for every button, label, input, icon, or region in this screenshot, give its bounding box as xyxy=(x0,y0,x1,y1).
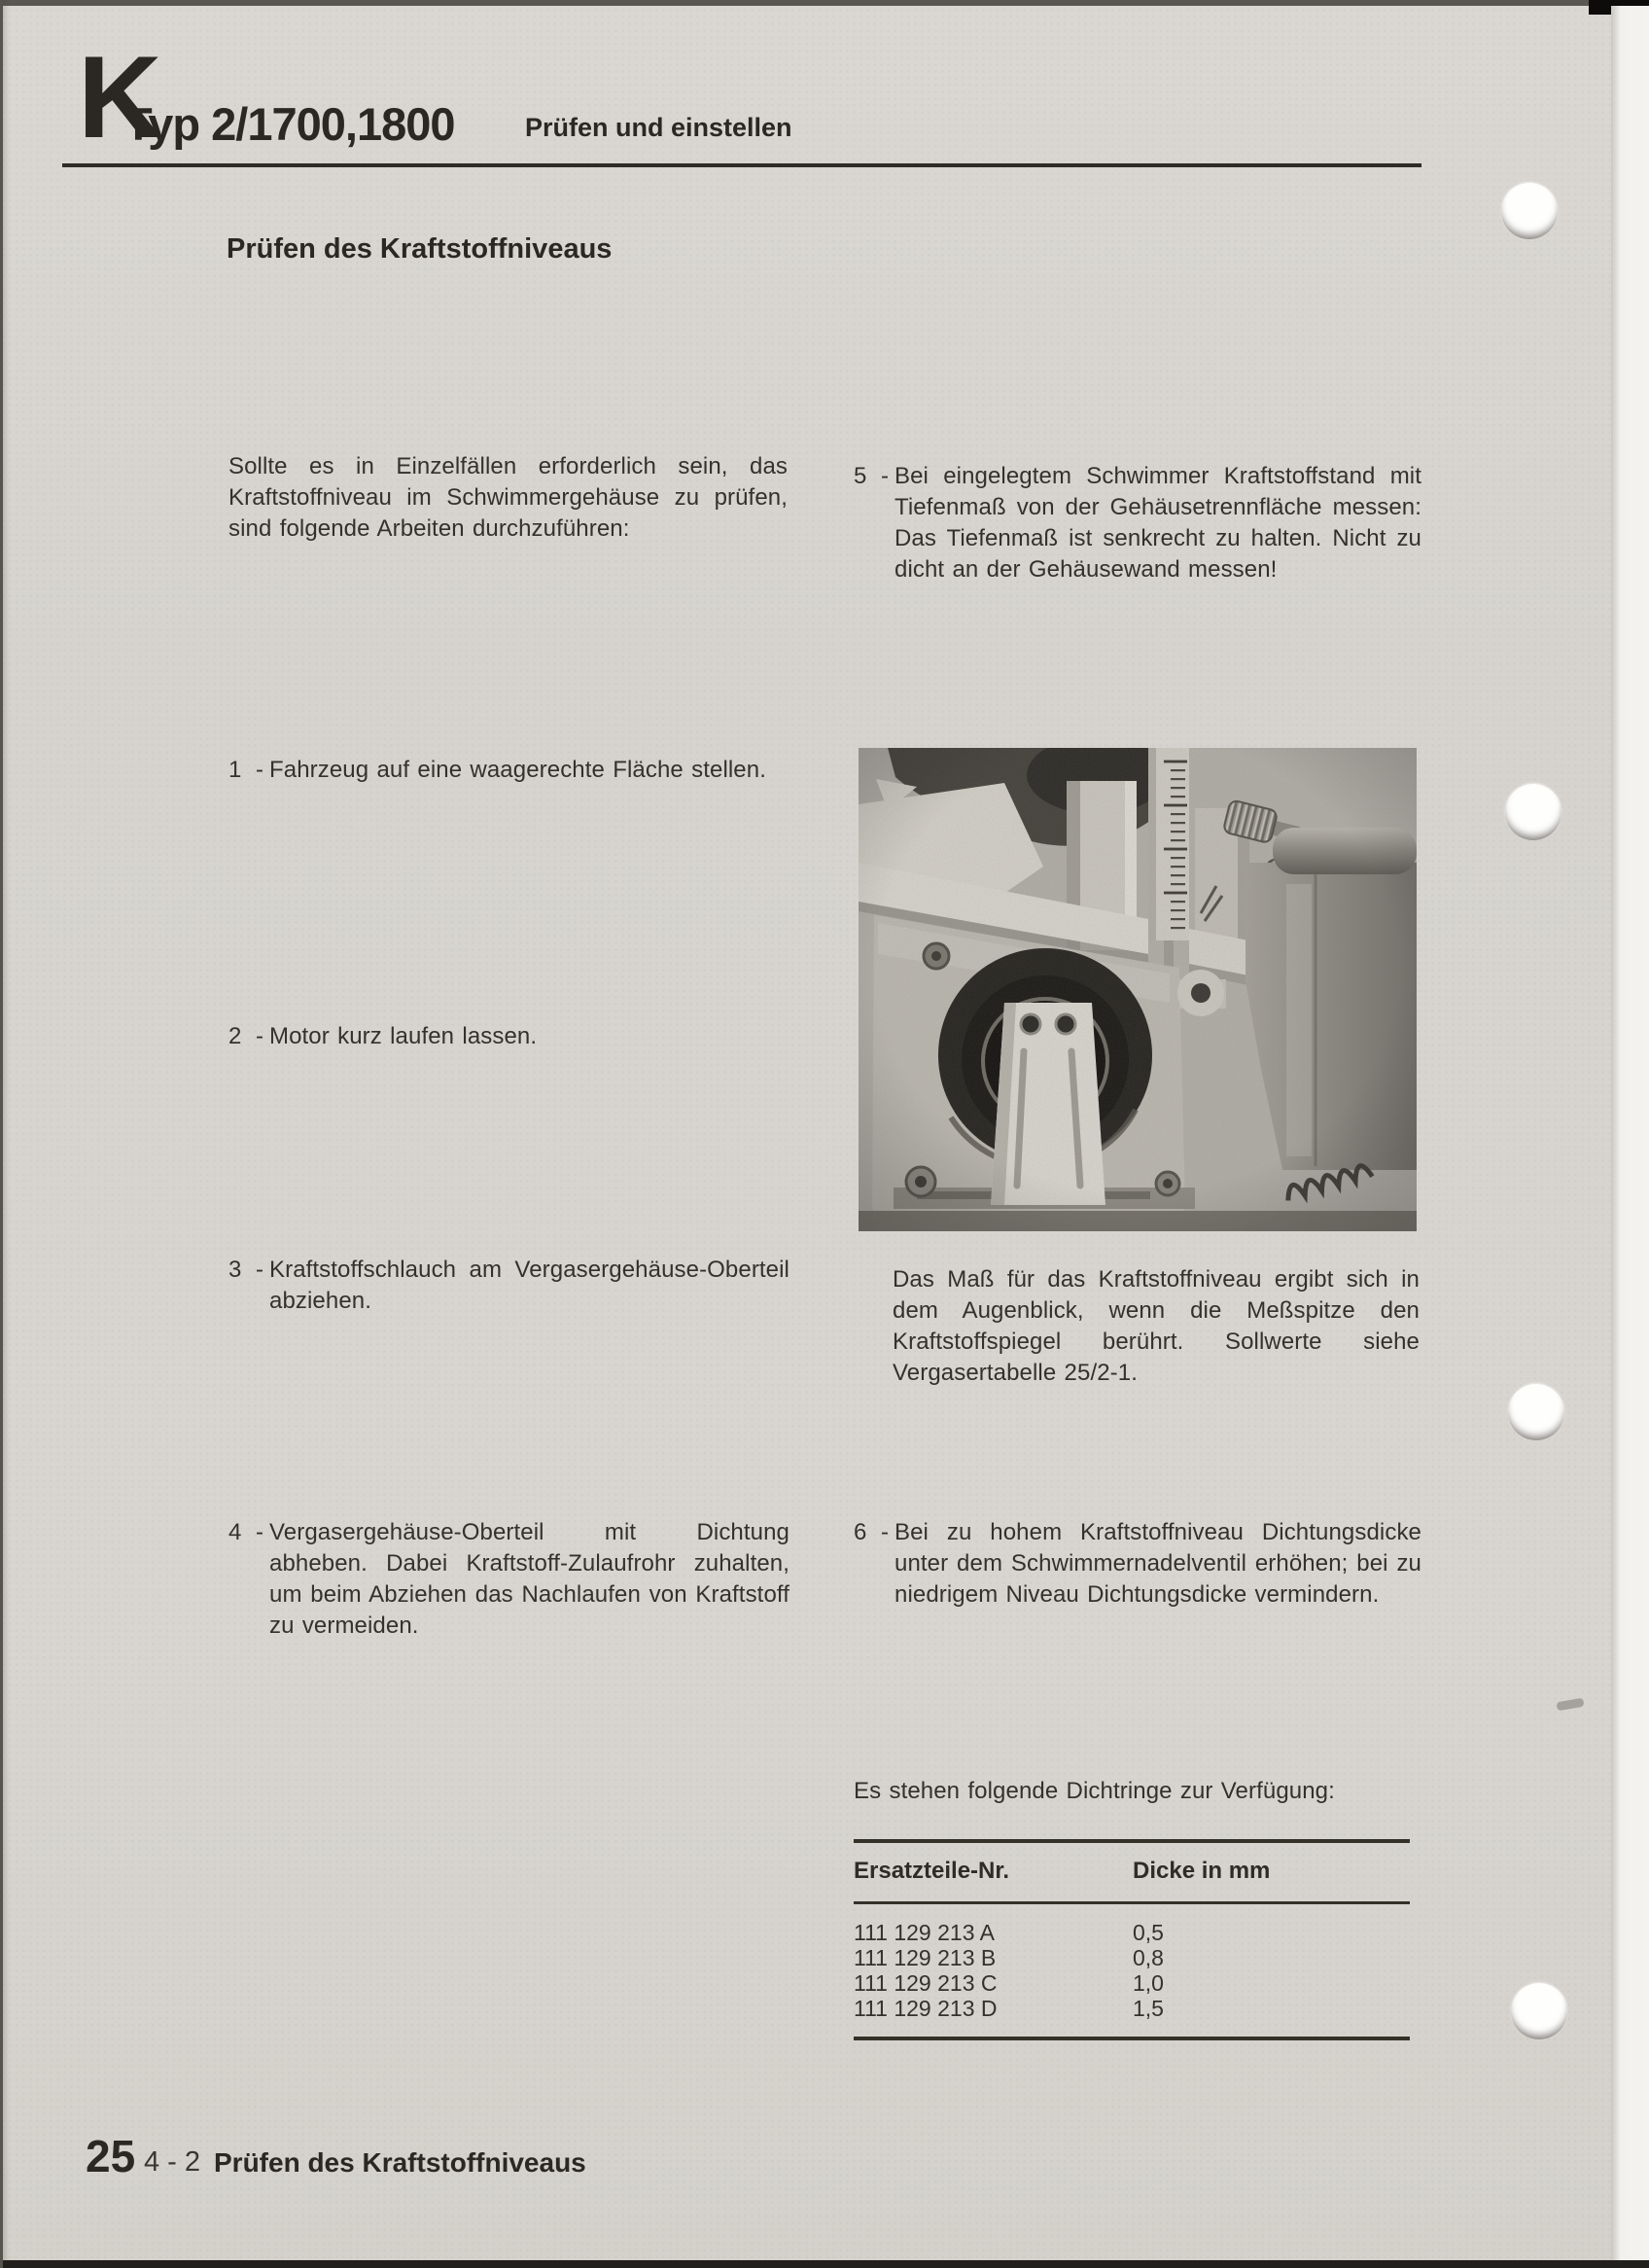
part-number: 111 129 213 A xyxy=(854,1920,995,1945)
part-number: 111 129 213 B xyxy=(854,1945,997,1970)
scan-edge-bottom xyxy=(0,2260,1649,2268)
carburetor-measurement-photo xyxy=(859,748,1417,1231)
step-number: 5 - xyxy=(854,463,890,489)
thickness-value: 1,5 xyxy=(1133,1996,1164,2021)
table-header-part: Ersatzteile-Nr. xyxy=(854,1858,1010,1884)
table-header-thickness: Dicke in mm xyxy=(1133,1858,1271,1884)
footer-section-page: 4 - 2 xyxy=(144,2146,201,2178)
table-row xyxy=(854,1996,1410,2021)
table-row xyxy=(854,1920,1410,1945)
page-title: Prüfen des Kraftstoffniveaus xyxy=(227,233,613,265)
table-body xyxy=(854,1920,1410,2021)
punch-hole xyxy=(1501,183,1558,239)
step-text: Bei zu hohem Kraftstoffniveau Dichtungsdicke unter dem Schwimmernadelventil erhöhen; bei zu niedrigem Niveau Dichtungsdicke vermindern. xyxy=(895,1519,1421,1608)
punch-hole xyxy=(1508,1384,1564,1440)
seal-ring-table xyxy=(854,1839,1410,2040)
scan-margin-right xyxy=(1611,6,1649,2260)
photo-grain xyxy=(859,748,1417,1231)
step-4 xyxy=(228,1517,789,1642)
scan-edge-left xyxy=(0,0,3,2268)
step-text: Fahrzeug auf eine waagerechte Fläche stellen. xyxy=(269,757,766,783)
scan-edge-top xyxy=(0,0,1649,6)
carburetor-photo-illustration xyxy=(859,748,1417,1231)
section-letter: K xyxy=(78,32,159,162)
footer-page-number: 25 xyxy=(86,2131,136,2181)
step-2 xyxy=(228,1021,789,1052)
step-6 xyxy=(854,1517,1421,1611)
model-title: Typ 2/1700,1800 xyxy=(124,98,455,150)
step-text: Bei eingelegtem Schwimmer Kraftstoffstand mit Tiefenmaß von der Gehäusetrennfläche messen: Das Tiefenmaß ist senkrecht zu halten. Nicht zu dicht an der Gehäusewand messen! xyxy=(895,463,1421,583)
intro-paragraph: Sollte es in Einzelfällen erforderlich sein, das Kraftstoffniveau im Schwimmergehäuse zu prüfen, sind folgende Arbeiten durchzuführen: xyxy=(228,453,788,542)
step-3 xyxy=(228,1255,789,1317)
scan-smudge xyxy=(1556,1698,1584,1712)
step-5 xyxy=(854,461,1421,585)
header-subtitle: Prüfen und einstellen xyxy=(525,113,792,142)
part-number: 111 129 213 C xyxy=(854,1970,998,1996)
table-row xyxy=(854,1970,1410,1996)
step-text: Motor kurz laufen lassen. xyxy=(269,1023,538,1049)
footer-section-label: Prüfen des Kraftstoffniveaus xyxy=(214,2147,586,2178)
table-intro: Es stehen folgende Dichtringe zur Verfügung: xyxy=(854,1778,1335,1804)
table-header-row xyxy=(854,1857,1410,1886)
step-1 xyxy=(228,755,789,786)
table-rule-mid xyxy=(854,1901,1410,1904)
step-number: 2 - xyxy=(228,1023,264,1049)
part-number: 111 129 213 D xyxy=(854,1996,998,2021)
header-rule xyxy=(62,163,1421,167)
photo-caption: Das Maß für das Kraftstoffniveau ergibt sich in dem Augenblick, wenn die Meßspitze den Kraftstoffspiegel berührt. Sollwerte siehe Vergasertabelle 25/2-1. xyxy=(893,1266,1420,1386)
table-rule-bottom xyxy=(854,2037,1410,2040)
thickness-value: 0,5 xyxy=(1133,1920,1164,1945)
thickness-value: 0,8 xyxy=(1133,1945,1164,1970)
step-text: Kraftstoffschlauch am Vergasergehäuse-Oberteil abziehen. xyxy=(269,1257,789,1314)
step-number: 3 - xyxy=(228,1257,264,1283)
table-row xyxy=(854,1945,1410,1970)
step-text: Vergasergehäuse-Oberteil mit Dichtung abheben. Dabei Kraftstoff-Zulaufrohr zuhalten, um beim Abziehen das Nachlaufen von Kraftstoff zu vermeiden. xyxy=(269,1519,789,1639)
step-number: 1 - xyxy=(228,757,264,783)
thickness-value: 1,0 xyxy=(1133,1970,1164,1996)
step-number: 4 - xyxy=(228,1519,264,1545)
punch-hole xyxy=(1511,1983,1567,2039)
punch-hole xyxy=(1505,784,1561,840)
step-number: 6 - xyxy=(854,1519,890,1545)
table-rule-top xyxy=(854,1839,1410,1843)
